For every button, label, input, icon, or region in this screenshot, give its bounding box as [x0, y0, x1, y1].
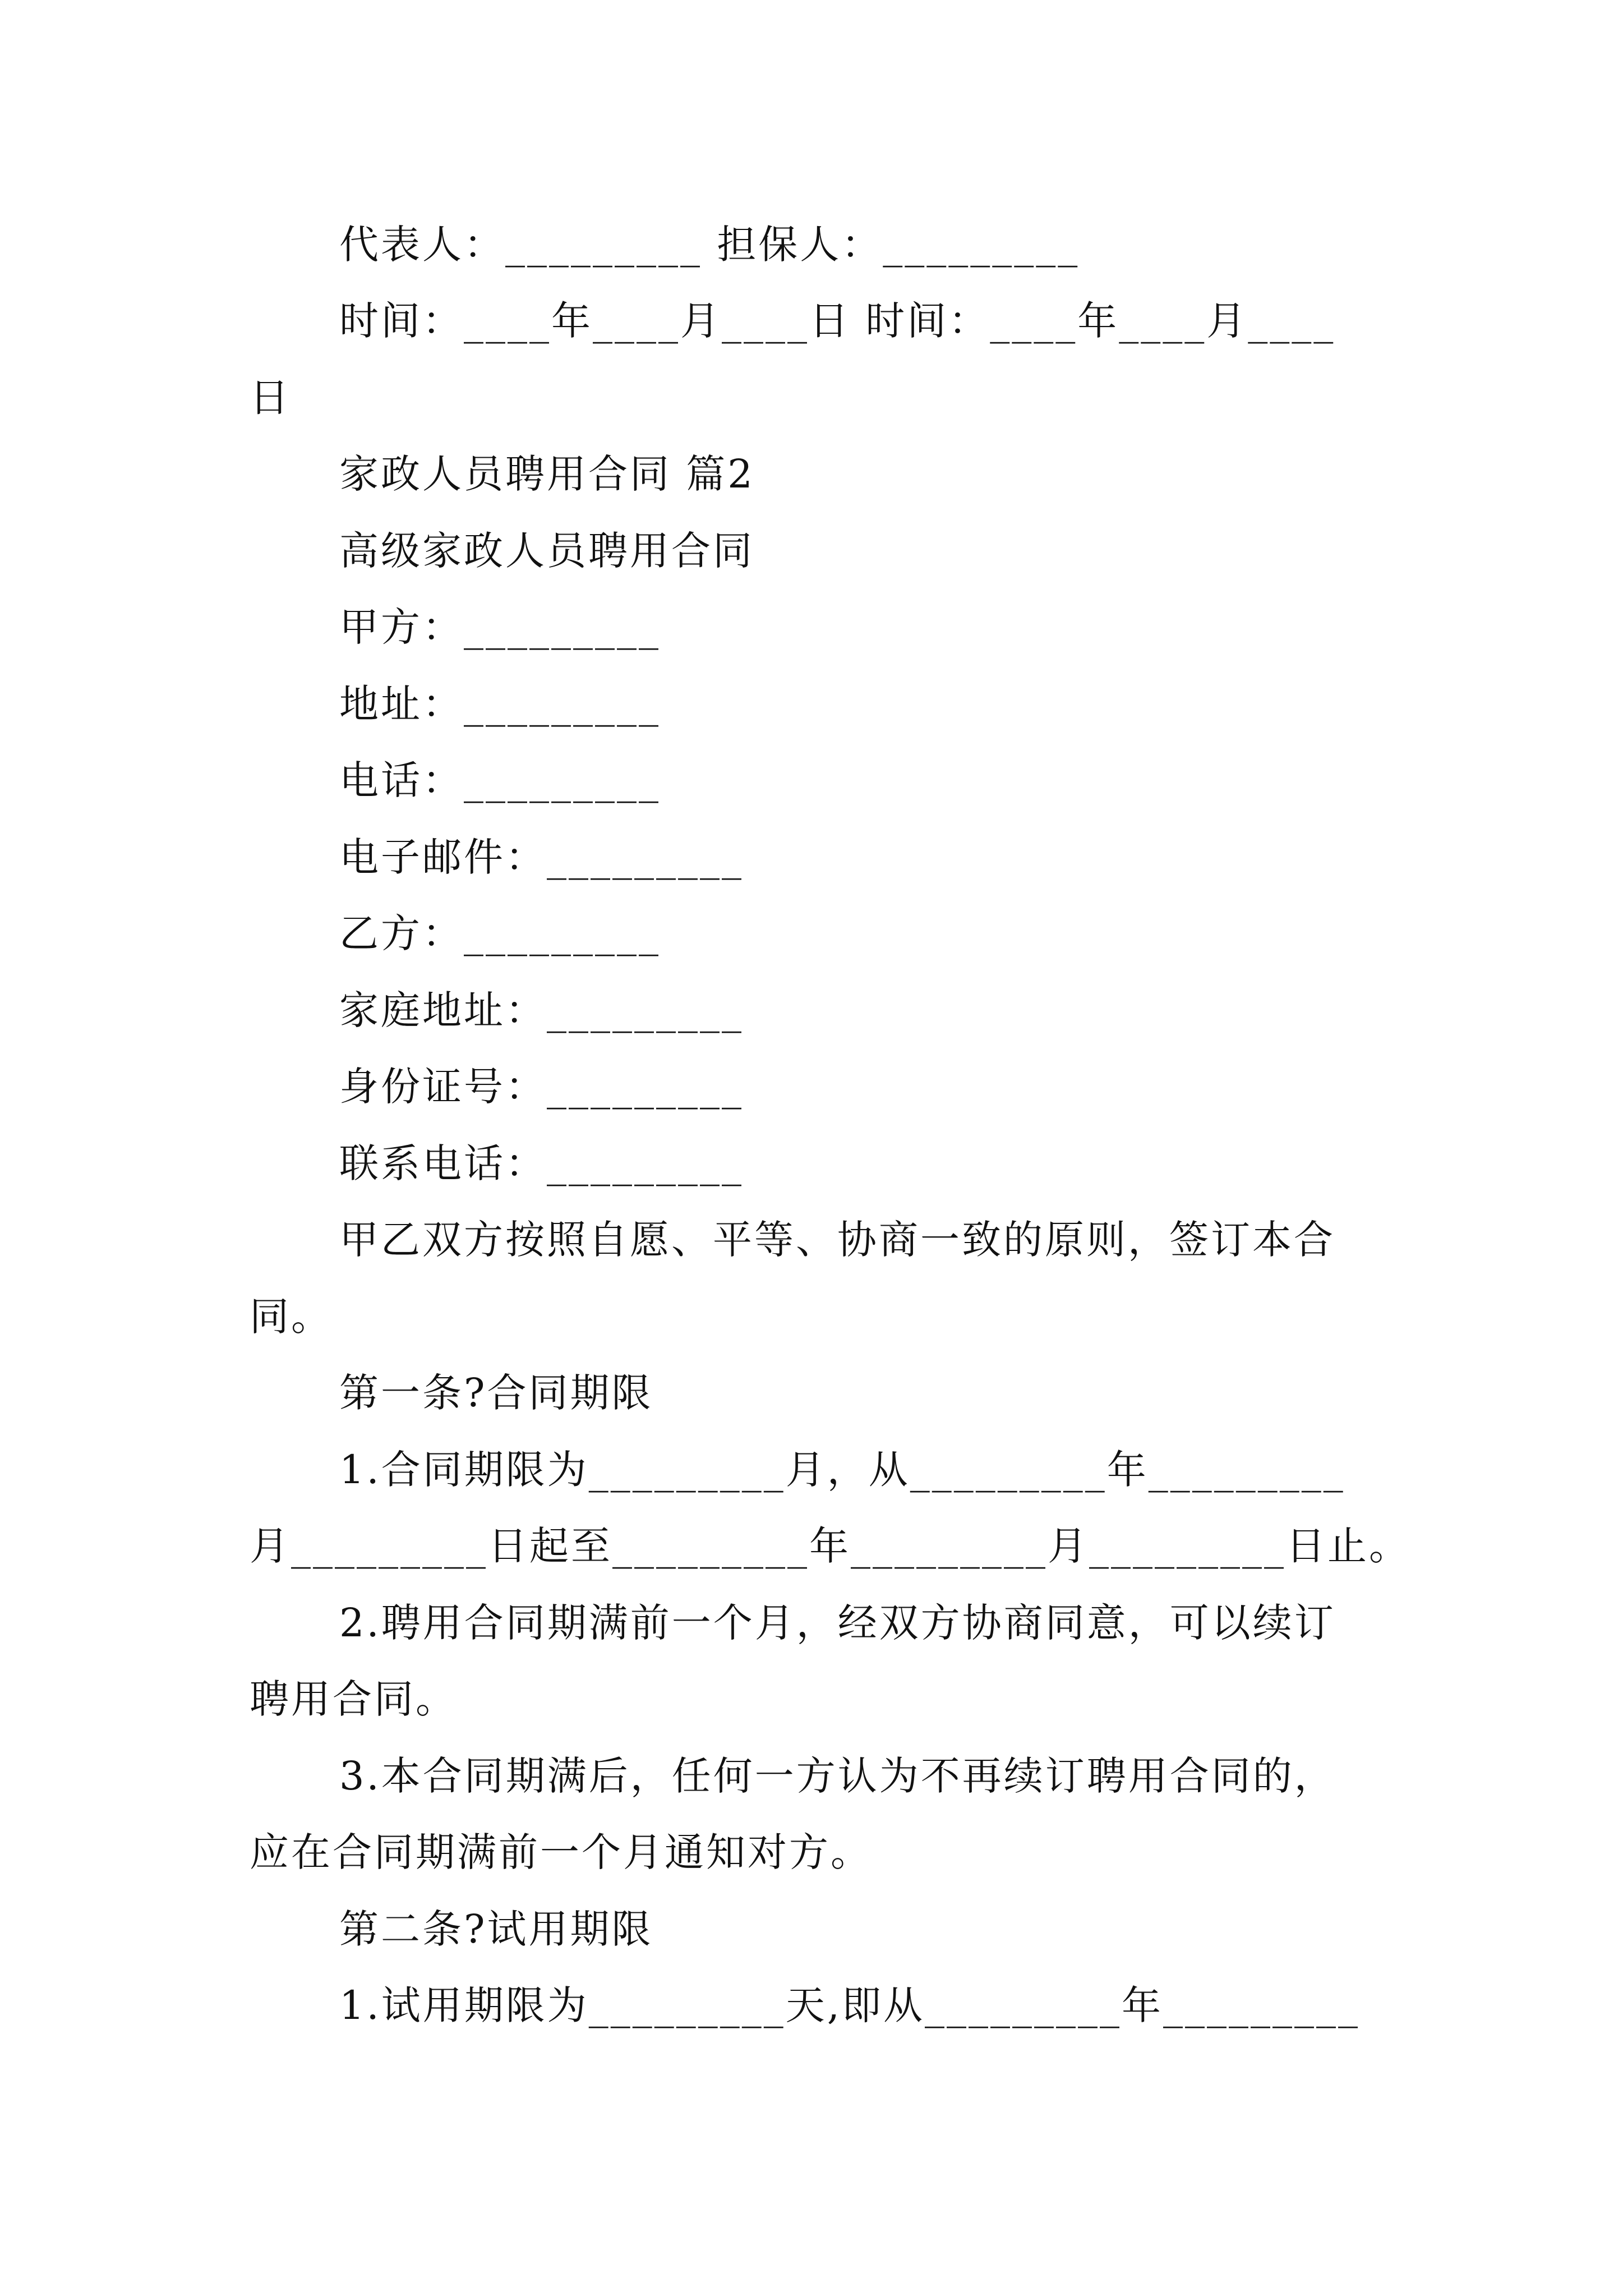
- email-field: 电子邮件：_________: [339, 834, 744, 880]
- principle-paragraph-line-1: 甲乙双方按照自愿、平等、协商一致的原则，签订本合: [339, 1217, 1335, 1263]
- party-a-field: 甲方：_________: [339, 604, 661, 650]
- contract-title: 高级家政人员聘用合同: [339, 528, 754, 574]
- address-field: 地址：_________: [339, 681, 661, 727]
- signature-date-line-continued: 日: [250, 375, 291, 421]
- principle-paragraph-line-2: 同。: [250, 1294, 333, 1340]
- term-clause-3-line-1: 3.本合同期满后，任何一方认为不再续订聘用合同的，: [339, 1753, 1336, 1799]
- probation-clause-1-line-1: 1.试用期限为_________天,即从_________年_________: [339, 1982, 1361, 2028]
- phone-field: 电话：_________: [339, 757, 661, 803]
- party-b-field: 乙方：_________: [339, 910, 661, 956]
- term-clause-1-line-1: 1.合同期限为_________月，从_________年_________: [339, 1447, 1345, 1493]
- contact-phone-field: 联系电话：_________: [339, 1140, 744, 1186]
- term-clause-2-line-2: 聘用合同。: [250, 1676, 457, 1722]
- section-heading: 家政人员聘用合同 篇2: [339, 451, 755, 497]
- article-one-heading: 第一条?合同期限: [339, 1370, 653, 1416]
- signature-date-line: 时间：____年____月____日 时间：____年____月____: [339, 298, 1336, 344]
- term-clause-3-line-2: 应在合同期满前一个月通知对方。: [250, 1829, 872, 1875]
- signature-representative-line: 代表人：_________ 担保人：_________: [339, 222, 1080, 268]
- term-clause-1-line-2: 月_________日起至_________年_________月_________日止。: [250, 1523, 1410, 1569]
- article-two-heading: 第二条?试用期限: [339, 1906, 653, 1952]
- home-address-field: 家庭地址：_________: [339, 987, 744, 1033]
- id-number-field: 身份证号：_________: [339, 1064, 744, 1110]
- term-clause-2-line-1: 2.聘用合同期满前一个月，经双方协商同意，可以续订: [339, 1600, 1336, 1646]
